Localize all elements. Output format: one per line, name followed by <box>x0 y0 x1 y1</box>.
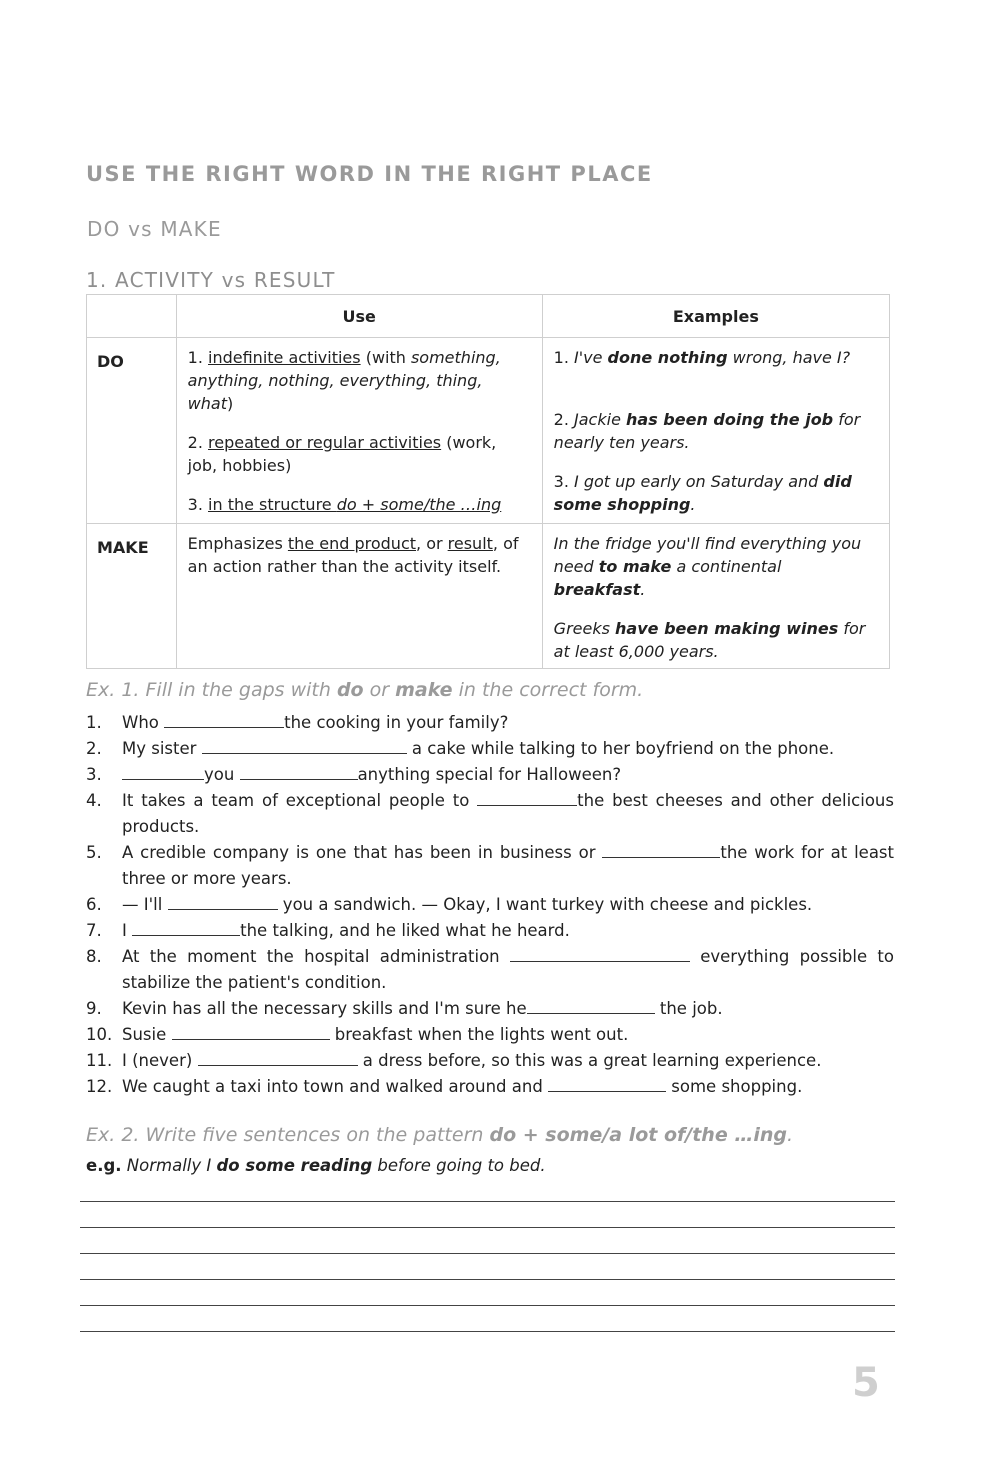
do-use-1: 1. indefinite activities (with something, anything, nothing, everything, thing, what) <box>187 348 501 413</box>
section-title: 1. ACTIVITY vs RESULT <box>86 268 336 292</box>
list-item: 5. A credible company is one that has been in business or the work for at least three or more years. <box>86 840 894 892</box>
answer-gap[interactable] <box>602 840 720 858</box>
answer-gap[interactable] <box>172 1022 330 1040</box>
list-item: 10. Susie breakfast when the lights went out. <box>86 1022 894 1048</box>
example-sentence: e.g. Normally I do some reading before going to bed. <box>86 1156 546 1175</box>
answer-gap[interactable] <box>132 918 240 936</box>
page-heading: USE THE RIGHT WORD IN THE RIGHT PLACE <box>86 162 653 186</box>
header-empty-cell <box>87 295 177 338</box>
list-item: 7. I the talking, and he liked what he heard. <box>86 918 894 944</box>
answer-gap[interactable] <box>477 788 577 806</box>
make-example-1: In the fridge you'll find everything you need to make a continental breakfast. <box>553 534 862 599</box>
writing-line[interactable] <box>80 1227 895 1228</box>
answer-gap[interactable] <box>168 892 278 910</box>
writing-line[interactable] <box>80 1279 895 1280</box>
do-example-3: 3. I got up early on Saturday and did some shopping. <box>553 472 852 514</box>
writing-line[interactable] <box>80 1305 895 1306</box>
page-number: 5 <box>852 1360 880 1406</box>
table-row-make <box>87 524 890 669</box>
list-item: 9. Kevin has all the necessary skills and I'm sure he the job. <box>86 996 894 1022</box>
list-item: 11. I (never) a dress before, so this was a great learning experience. <box>86 1048 894 1074</box>
answer-gap[interactable] <box>198 1048 358 1066</box>
list-item: 4. It takes a team of exceptional people to the best cheeses and other delicious products. <box>86 788 894 840</box>
writing-line[interactable] <box>80 1253 895 1254</box>
answer-gap[interactable] <box>548 1074 666 1092</box>
make-use-text: Emphasizes the end product, or result, of an action rather than the activity itself. <box>187 534 519 576</box>
answer-gap[interactable] <box>240 762 358 780</box>
writing-line[interactable] <box>80 1331 895 1332</box>
list-item: 3. you anything special for Halloween? <box>86 762 894 788</box>
do-example-2: 2. Jackie has been doing the job for nearly ten years. <box>553 410 861 452</box>
answer-gap[interactable] <box>164 710 284 728</box>
list-item: 2. My sister a cake while talking to her boyfriend on the phone. <box>86 736 894 762</box>
grammar-table <box>86 294 890 669</box>
answer-gap[interactable] <box>510 944 690 962</box>
exercise-1-list <box>86 710 894 1100</box>
exercise-2-title: Ex. 2. Write five sentences on the pattern do + some/a lot of/the …ing. <box>86 1124 794 1146</box>
answer-gap[interactable] <box>122 762 204 780</box>
answer-gap[interactable] <box>202 736 407 754</box>
do-example-1: 1. I've done nothing wrong, have I? <box>553 348 851 367</box>
table-row-do <box>87 338 890 524</box>
do-use-cell <box>176 338 542 524</box>
do-use-2: 2. repeated or regular activities (work, job, hobbies) <box>187 433 497 475</box>
header-examples: Examples <box>542 295 889 338</box>
make-examples-cell <box>542 524 889 669</box>
make-example-2: Greeks have been making wines for at least 6,000 years. <box>553 619 866 661</box>
make-use-cell <box>176 524 542 669</box>
exercise-1-title: Ex. 1. Fill in the gaps with do or make in the correct form. <box>86 679 644 701</box>
header-use: Use <box>176 295 542 338</box>
row-label-do: DO <box>87 338 177 524</box>
list-item: 12. We caught a taxi into town and walked around and some shopping. <box>86 1074 894 1100</box>
writing-line[interactable] <box>80 1201 895 1202</box>
subheading: DO vs MAKE <box>87 217 222 241</box>
row-label-make: MAKE <box>87 524 177 669</box>
answer-gap[interactable] <box>527 996 655 1014</box>
table-header-row <box>87 295 890 338</box>
do-use-3: 3. in the structure do + some/the …ing <box>187 495 502 514</box>
do-examples-cell <box>542 338 889 524</box>
list-item: 1. Who the cooking in your family? <box>86 710 894 736</box>
list-item: 6. — I'll you a sandwich. — Okay, I want turkey with cheese and pickles. <box>86 892 894 918</box>
list-item: 8. At the moment the hospital administration everything possible to stabilize the patient's condition. <box>86 944 894 996</box>
